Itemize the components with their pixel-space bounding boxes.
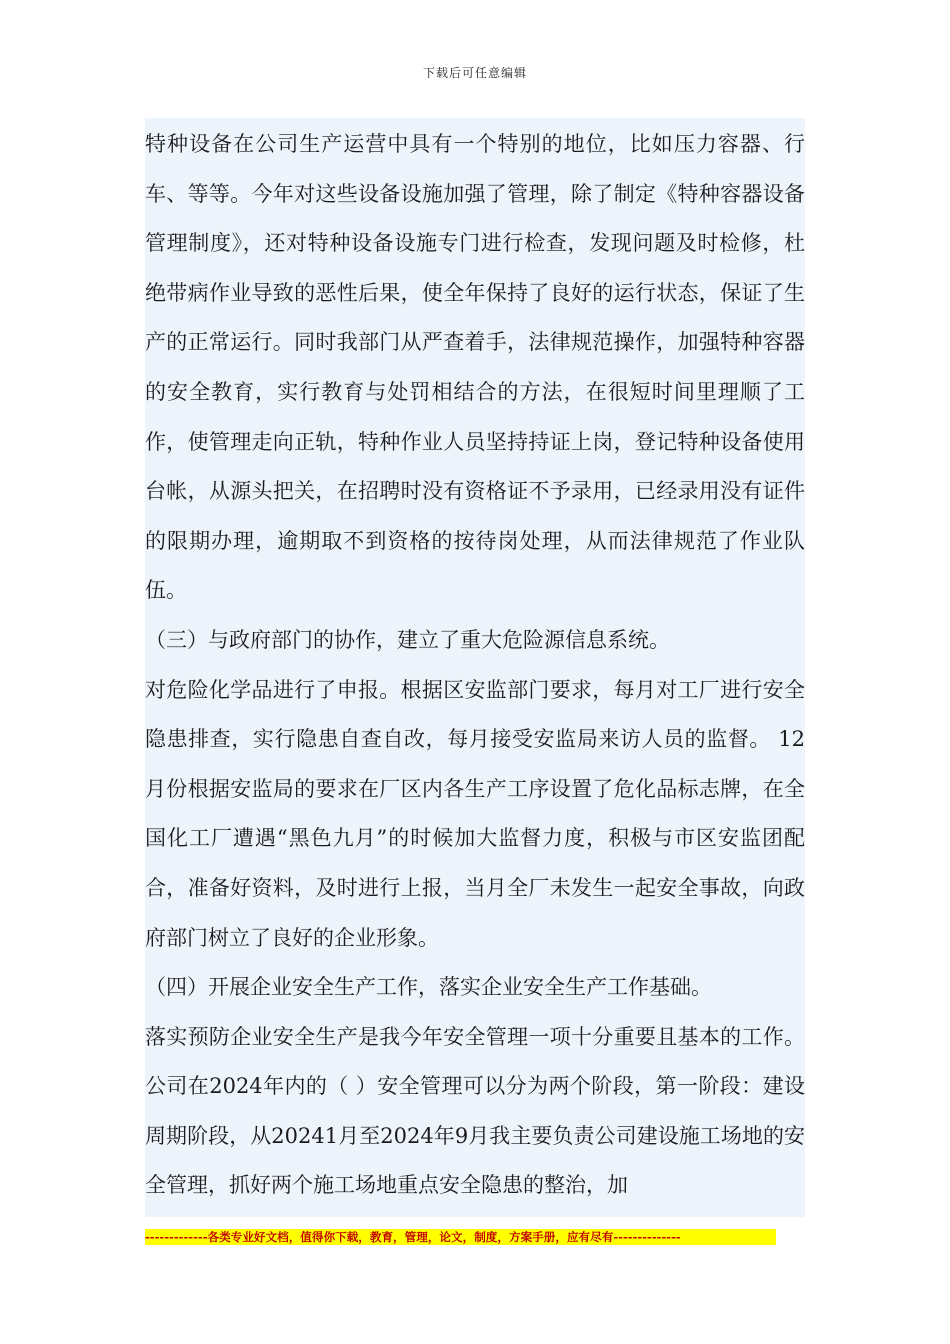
section-heading-4: （四）开展企业安全生产工作，落实企业安全生产工作基础。	[145, 975, 712, 1000]
paragraph-special-equipment: 特种设备在公司生产运营中具有一个特别的地位，比如压力容器、行车、等等。今年对这些设备设施加强了管理，除了制定《特种容器设备管理制度》，还对特种设备设施专门进行检查，发现问题及时检修，杜绝带病作业导致的恶性后果，使全年保持了良好的运行状态，保证了生产的正常运行。同时我部门从严查着手，法律规范操作，加强特种容器的安全教育，实行教育与处罚相结合的方法，在很短时间里理顺了工作，使管理走向正轨，特种作业人员坚持持证上岗，登记特种设备使用台帐，从源头把关，在招聘时没有资格证不予录用，已经录用没有证件的限期办理，逾期取不到资格的按待岗处理，从而法律规范了作业队伍。	[145, 132, 805, 603]
footer-banner: -------------各类专业好文档，值得你下载，教育，管理，论文，制度，方案手册，应有尽有--------------	[145, 1229, 776, 1245]
paragraph-hazardous-chemicals: 对危险化学品进行了申报。根据区安监部门要求，每月对工厂进行安全隐患排查，实行隐患自查自改，每月接受安监局来访人员的监督。 12月份根据安监局的要求在厂区内各生产工序设置了危化品标志牌，在全国化工厂遭遇“黑色九月”的时候加大监督力度，积极与市区安监团配合，准备好资料，及时进行上报，当月全厂未发生一起安全事故，向政府部门树立了良好的企业形象。	[145, 677, 805, 950]
document-body	[145, 118, 805, 1217]
paragraph-safety-production: 落实预防企业安全生产是我今年安全管理一项十分重要且基本的工作。公司在2024年内的（ ）安全管理可以分为两个阶段，第一阶段：建设周期阶段，从20241月至2024年9月我主要负责公司建设施工场地的安全管理，抓好两个施工场地重点安全隐患的整治，加	[145, 1024, 805, 1198]
page-header: 下载后可任意编辑	[422, 66, 527, 80]
section-heading-3: （三）与政府部门的协作，建立了重大危险源信息系统。	[145, 627, 670, 652]
